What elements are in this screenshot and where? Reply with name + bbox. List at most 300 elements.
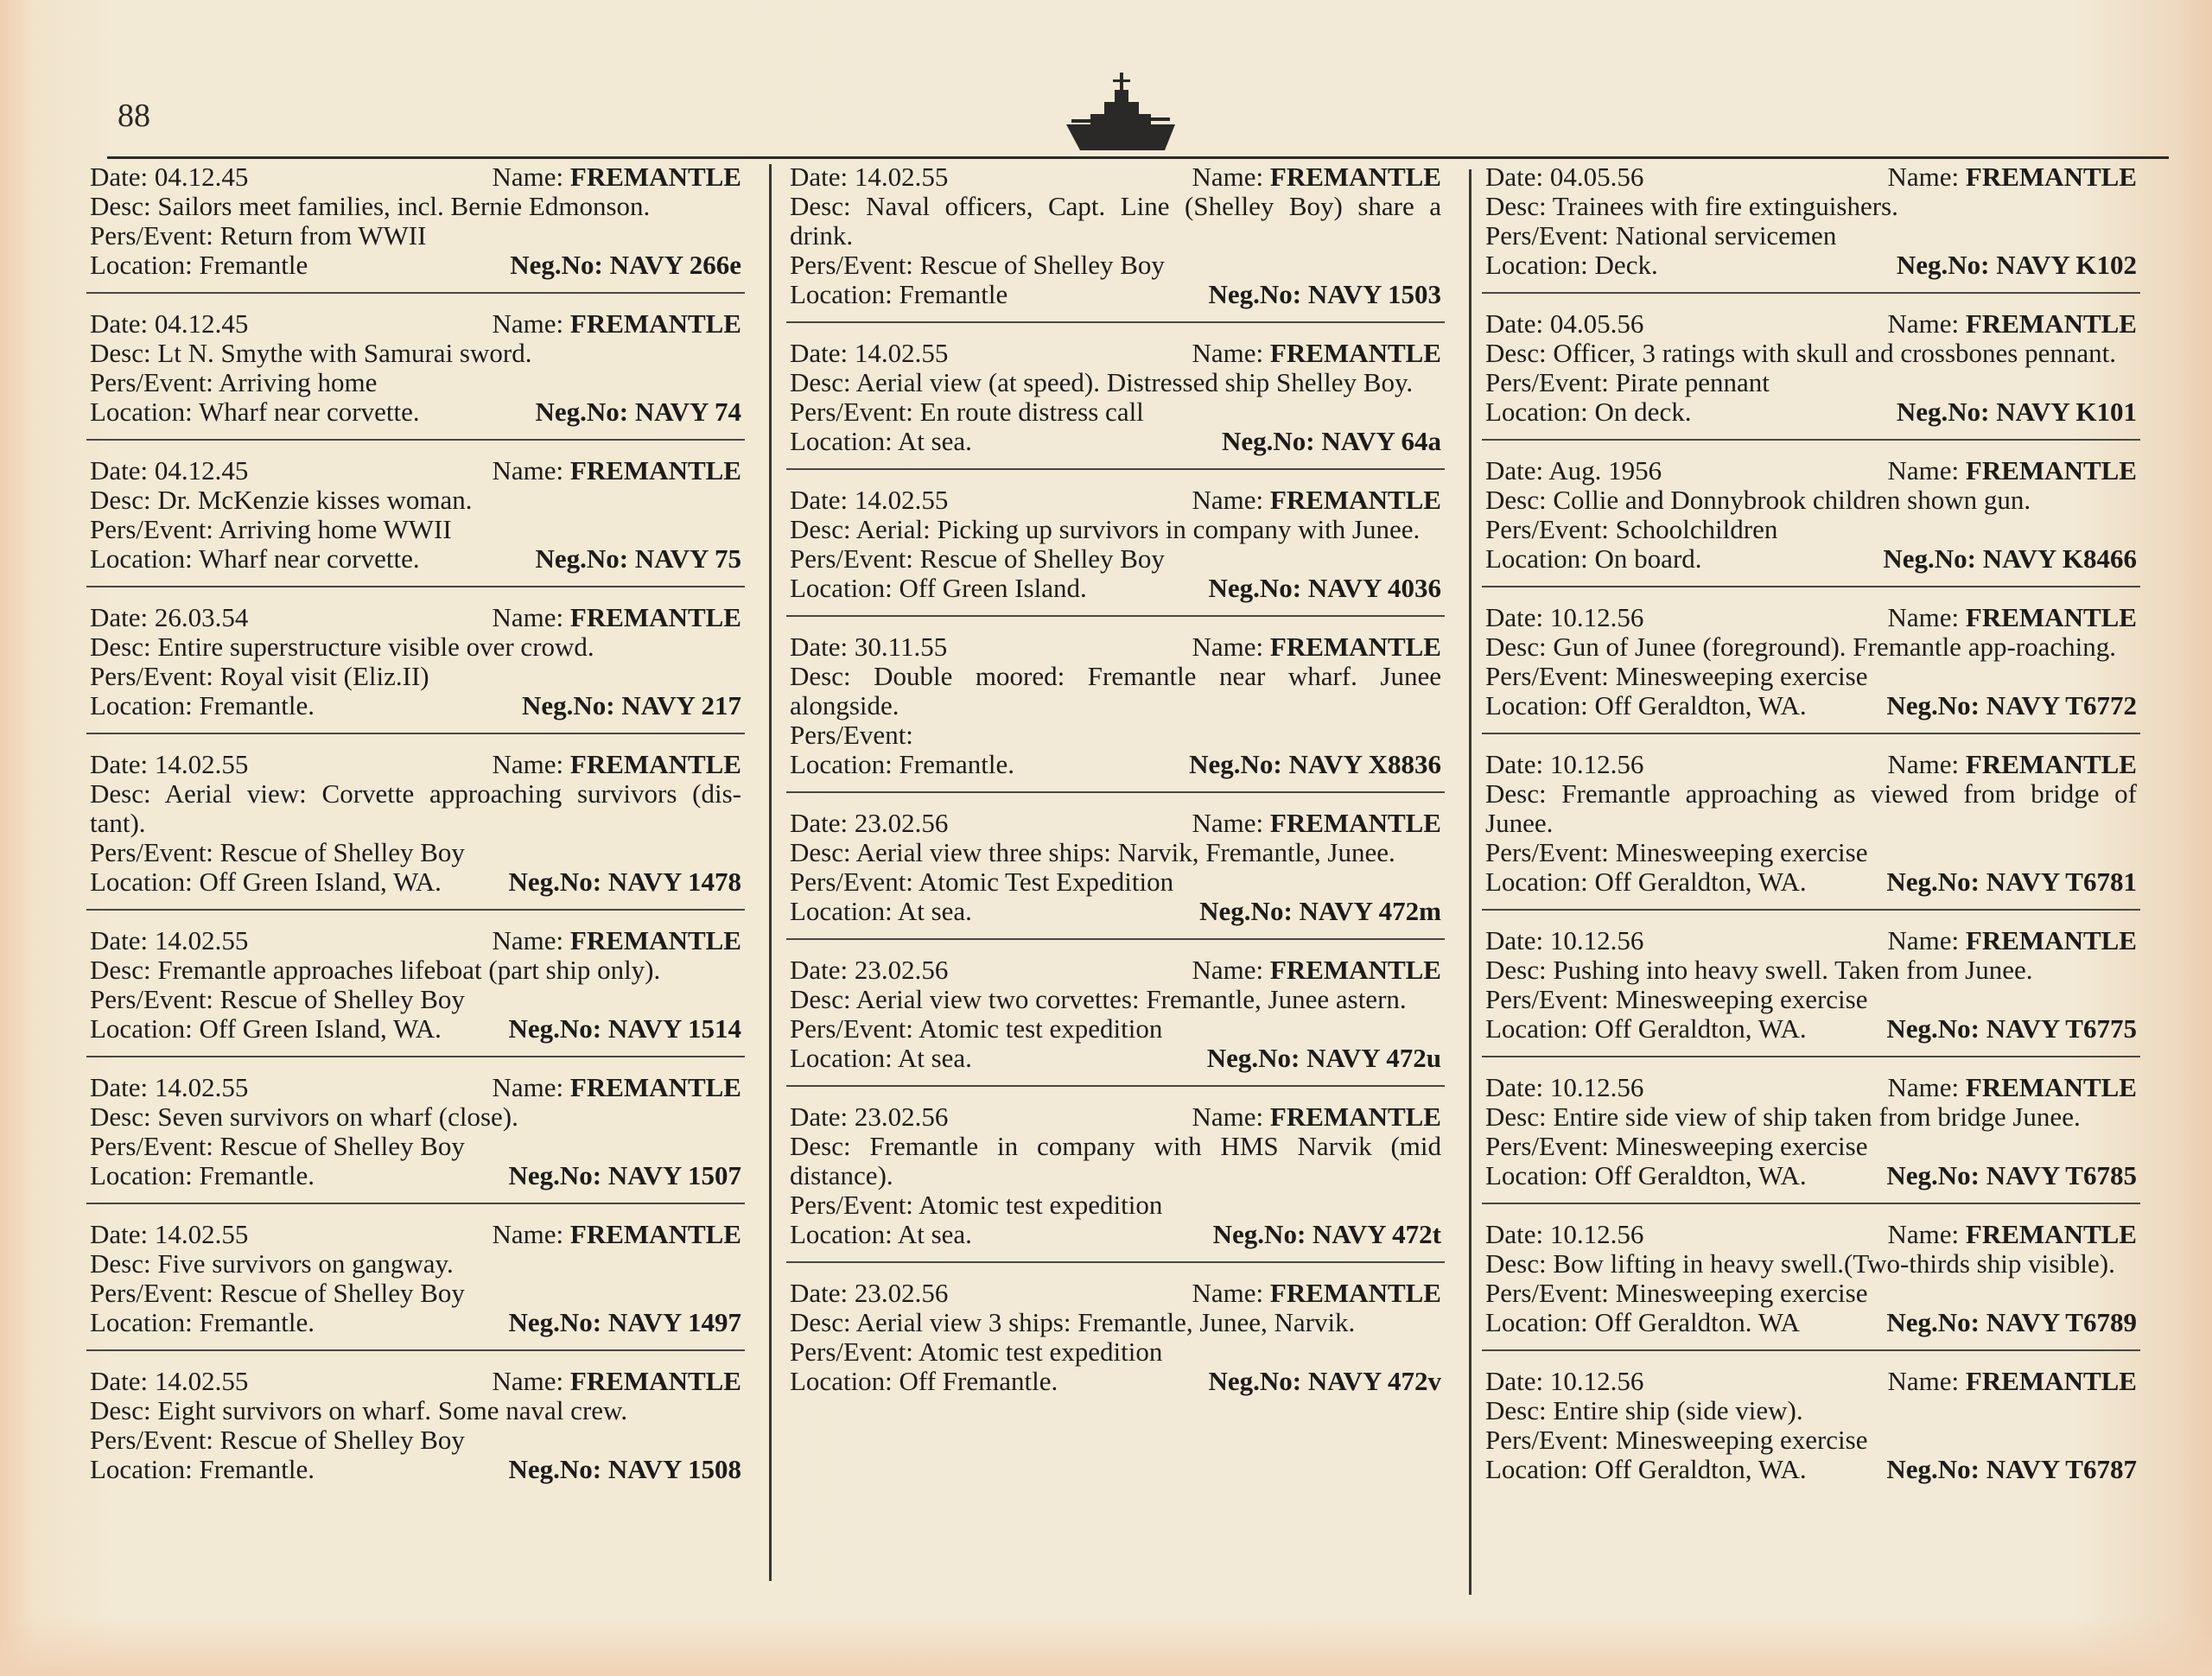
entry-pers-event-label: Pers/Event: [1485, 220, 1609, 251]
entry-date-label: Date: [790, 1101, 849, 1132]
entry-location-label: Location: [90, 1160, 193, 1190]
entry-date [90, 750, 248, 779]
entry-desc-label: Desc: [90, 955, 151, 985]
entry-location-label: Location: [90, 1013, 193, 1044]
entry-neg-no-label: Neg.No: [508, 1307, 602, 1337]
entry-desc-value: Bow lifting in heavy swell.(Two-thirds ship visible). [1553, 1248, 2115, 1279]
entry-name-value: FREMANTLE [1269, 632, 1441, 662]
entry-pers-line [90, 221, 741, 251]
entry-desc-value: Gun of Junee (foreground). Fremantle app-roaching. [1553, 632, 2116, 662]
entry-location [90, 544, 420, 574]
entry-date-value: 10.12.56 [1549, 925, 1644, 955]
entry-name-value: FREMANTLE [1965, 1219, 2137, 1249]
entry-footer-line [1485, 867, 2137, 897]
entry-desc-label: Desc: [90, 1248, 151, 1279]
entry-desc-line [90, 632, 741, 662]
entry-neg-no-value: NAVY T6785 [1986, 1160, 2137, 1190]
entry-pers-event-label: Pers/Event: [1485, 514, 1609, 544]
entry-location-value: Off Green Island, WA. [199, 1013, 442, 1044]
entry-desc-label: Desc: [790, 984, 851, 1014]
entry-neg-no-label: Neg.No: [535, 397, 629, 427]
entry-location [790, 1044, 972, 1073]
entry-pers-line [1485, 838, 2137, 867]
entry-pers-event-value: Pirate pennant [1615, 367, 1770, 397]
entry-name [493, 926, 741, 955]
entry-header-line [90, 456, 741, 486]
entry-neg-no [1886, 1308, 2137, 1337]
entry-desc-value: Aerial view: Corvette approaching survivors (dis-tant). [90, 778, 741, 838]
entry-neg-no [535, 544, 741, 574]
entry-name-value: FREMANTLE [569, 308, 741, 339]
entry-neg-no-value: NAVY 64a [1321, 426, 1441, 456]
entry-desc-line [790, 192, 1441, 251]
entry-header-line [90, 1073, 741, 1102]
entry-desc-value: Lt N. Smythe with Samurai sword. [157, 338, 532, 368]
entry-desc-value: Fremantle approaching as viewed from bridge of Junee. [1485, 778, 2138, 838]
entry-pers-event-label: Pers/Event: [1485, 837, 1609, 867]
entry-name [1192, 1279, 1441, 1308]
entry-date-label: Date: [90, 602, 149, 632]
entry-neg-no-label: Neg.No: [1208, 1366, 1302, 1396]
entry-pers-event [90, 984, 465, 1014]
entry-location [90, 691, 315, 721]
entry-pers-event-label: Pers/Event: [790, 397, 913, 427]
entry-date-label: Date: [1485, 308, 1544, 339]
entry-pers-event-value: Royal visit (Eliz.II) [219, 661, 429, 691]
entry-date [90, 603, 248, 632]
entry-neg-no-label: Neg.No: [1886, 1013, 1980, 1044]
entry-location-label: Location: [790, 1043, 893, 1073]
entry-footer-line [90, 1308, 741, 1337]
entry-date-label: Date: [1485, 162, 1544, 192]
entry-location [1485, 867, 1807, 897]
entry-pers-line [790, 1014, 1441, 1044]
entry-pers-event-label: Pers/Event: [90, 1278, 213, 1308]
entry-date-value: 23.02.56 [854, 1101, 949, 1132]
entry-neg-no [1886, 691, 2137, 721]
entry-desc-label: Desc: [1485, 1395, 1547, 1425]
entry-location-value: Off Geraldton, WA. [1594, 1160, 1807, 1190]
entry-location-label: Location: [1485, 1013, 1588, 1044]
entry-desc [90, 1395, 627, 1425]
entry-name-label: Name: [1192, 1278, 1264, 1308]
entry-neg-no-value: NAVY 472v [1307, 1366, 1441, 1396]
entry-desc-line [90, 955, 741, 985]
entry-location-label: Location: [90, 543, 193, 574]
entry-desc [90, 485, 473, 515]
entry-name-label: Name: [1192, 162, 1264, 192]
entry-date-label: Date: [1485, 1072, 1544, 1102]
entry-neg-no [535, 397, 741, 427]
entry-neg-no [1897, 397, 2137, 427]
entry-name-label: Name: [492, 162, 564, 192]
catalogue-entry [1482, 162, 2140, 294]
entry-date-value: 04.05.56 [1549, 162, 1644, 192]
entry-desc [1485, 1248, 2115, 1279]
entry-desc-value: Aerial view two corvettes: Fremantle, Junee astern. [855, 984, 1407, 1014]
entry-neg-no [1189, 750, 1441, 779]
entry-date-value: 14.02.55 [154, 1219, 249, 1249]
entry-desc-label: Desc: [790, 1307, 851, 1337]
entry-location [90, 1014, 442, 1044]
entry-desc-line [1485, 486, 2137, 515]
entry-name [1888, 1367, 2137, 1396]
entry-desc [1485, 338, 2116, 368]
column-divider [1469, 169, 1471, 1595]
entry-location [790, 574, 1087, 603]
entry-pers-event-value: Arriving home WWII [218, 514, 452, 544]
catalogue-entry [786, 486, 1445, 617]
entry-desc-line [790, 1132, 1441, 1190]
entry-date-value: 14.02.55 [154, 1366, 249, 1396]
entry-name-label: Name: [492, 749, 564, 779]
entry-neg-no-value: NAVY 266e [609, 250, 741, 280]
entry-pers-event [90, 514, 452, 544]
entry-name [1192, 955, 1441, 985]
entry-desc-value: Entire superstructure visible over crowd. [157, 632, 594, 662]
entry-location-label: Location: [790, 279, 893, 309]
entry-neg-no-label: Neg.No: [1208, 573, 1302, 603]
entry-location [790, 280, 1007, 309]
entry-date-label: Date: [790, 485, 849, 515]
entry-location [790, 427, 972, 456]
entry-pers-event-label: Pers/Event: [90, 1131, 213, 1161]
entry-neg-no-label: Neg.No: [1886, 690, 1980, 721]
entry-name-label: Name: [1887, 925, 1960, 955]
entry-pers-event-value: Minesweeping exercise [1615, 984, 1868, 1014]
entry-desc-label: Desc: [90, 338, 151, 368]
entry-desc-label: Desc: [90, 1101, 151, 1132]
entry-desc [790, 984, 1407, 1014]
entry-pers-event-label: Pers/Event: [90, 367, 213, 397]
entry-desc-line [790, 368, 1441, 397]
entry-location [1485, 1014, 1807, 1044]
entry-pers-event-value: Minesweeping exercise [1615, 1278, 1868, 1308]
entry-pers-event-value: Rescue of Shelley Boy [219, 1278, 465, 1308]
entry-location-label: Location: [1485, 1307, 1588, 1337]
entry-desc [790, 661, 1441, 721]
entry-neg-no [1208, 574, 1441, 603]
entry-name-label: Name: [492, 602, 564, 632]
entry-neg-no-label: Neg.No: [1896, 250, 1990, 280]
entry-date-value: 14.02.55 [154, 925, 249, 955]
column-divider [769, 164, 772, 1581]
catalogue-entry [786, 1102, 1445, 1263]
entry-neg-no-label: Neg.No: [521, 690, 615, 721]
entry-header-line [790, 162, 1441, 192]
entry-neg-no-label: Neg.No: [1221, 426, 1315, 456]
entry-neg-no-label: Neg.No: [510, 250, 603, 280]
entry-neg-no-value: NAVY 472m [1299, 896, 1441, 926]
entry-date-value: 30.11.55 [854, 632, 948, 662]
entry-neg-no-value: NAVY 1497 [607, 1307, 741, 1337]
entry-pers-line [790, 1337, 1441, 1367]
entry-pers-event-value: Minesweeping exercise [1615, 1425, 1868, 1455]
entry-location-label: Location: [790, 1366, 893, 1396]
entry-date-label: Date: [90, 308, 149, 339]
entry-pers-event [1485, 1425, 1867, 1455]
entry-desc [90, 191, 650, 221]
entry-pers-event [1485, 837, 1867, 867]
entry-desc [1485, 632, 2116, 662]
entry-location-value: Wharf near corvette. [199, 543, 420, 574]
entry-desc-line [1485, 632, 2137, 662]
entry-neg-no-label: Neg.No: [508, 867, 602, 897]
entry-pers-line [1485, 1425, 2137, 1455]
entry-desc-line [1485, 1249, 2137, 1279]
entry-footer-line [90, 1455, 741, 1484]
entry-name-label: Name: [1887, 1072, 1960, 1102]
entry-desc [90, 632, 594, 662]
entry-date-value: 04.12.45 [154, 308, 249, 339]
entry-name-value: FREMANTLE [569, 1219, 741, 1249]
entry-neg-no-label: Neg.No: [508, 1454, 602, 1484]
entry-desc-value: Seven survivors on wharf (close). [157, 1101, 518, 1132]
entry-name-value: FREMANTLE [1965, 308, 2137, 339]
catalogue-entry [786, 162, 1445, 323]
entry-location [90, 1308, 315, 1337]
catalogue-entry [86, 750, 745, 911]
entry-header-line [90, 1367, 741, 1396]
entry-header-line [1485, 162, 2137, 192]
entry-date [1485, 750, 1643, 779]
entry-name-label: Name: [1887, 1366, 1960, 1396]
entry-pers-event-value: Minesweeping exercise [1615, 837, 1868, 867]
entry-neg-no-value: NAVY K102 [1996, 250, 2137, 280]
entry-date [90, 1220, 248, 1249]
entry-date [1485, 1073, 1643, 1102]
entry-name-label: Name: [1887, 455, 1960, 486]
entry-pers-event [1485, 984, 1867, 1014]
entry-desc [790, 191, 1441, 251]
entry-location-value: Wharf near corvette. [199, 397, 420, 427]
entry-date-label: Date: [90, 162, 149, 192]
entry-name-value: FREMANTLE [1269, 1101, 1441, 1132]
entry-date-value: 14.02.55 [154, 749, 249, 779]
entry-desc [90, 1248, 454, 1279]
entry-neg-no-label: Neg.No: [508, 1013, 602, 1044]
catalogue-entry [1482, 309, 2140, 441]
entry-pers-event [790, 1190, 1162, 1220]
entry-location-value: Fremantle. [199, 1160, 315, 1190]
entry-desc-line [1485, 339, 2137, 368]
entry-neg-no [1207, 1044, 1441, 1073]
entry-date [790, 1102, 948, 1132]
entry-pers-line [1485, 985, 2137, 1014]
entry-pers-event-value: En route distress call [919, 397, 1144, 427]
entry-date [790, 1279, 948, 1308]
entry-date-value: 04.12.45 [154, 455, 249, 486]
entry-neg-no [522, 691, 741, 721]
entry-name-value: FREMANTLE [1965, 1366, 2137, 1396]
entry-name [1888, 309, 2137, 339]
entry-neg-no-value: NAVY T6781 [1986, 867, 2137, 897]
entry-neg-no-label: Neg.No: [1189, 749, 1282, 779]
entry-neg-no-value: NAVY 472t [1313, 1219, 1441, 1249]
entry-date [1485, 1220, 1643, 1249]
catalogue-entry [86, 162, 745, 294]
entry-desc-value: Fremantle in company with HMS Narvik (mid distance). [790, 1131, 1441, 1190]
entry-pers-event-label: Pers/Event: [1485, 984, 1609, 1014]
entry-location-value: On deck. [1594, 397, 1692, 427]
entry-neg-no-label: Neg.No: [1886, 1160, 1980, 1190]
entry-pers-event-value: Rescue of Shelley Boy [919, 250, 1165, 280]
entry-name [1192, 809, 1441, 838]
entry-name [1192, 162, 1441, 192]
entry-neg-no [1886, 1161, 2137, 1190]
entry-desc-label: Desc: [1485, 632, 1547, 662]
entry-name [1888, 926, 2137, 955]
entry-desc-value: Aerial view 3 ships: Fremantle, Junee, Narvik. [855, 1307, 1356, 1337]
entry-desc [1485, 1101, 2081, 1132]
entry-neg-no-value: NAVY 1507 [607, 1160, 741, 1190]
entry-desc-value: Five survivors on gangway. [157, 1248, 454, 1279]
entry-pers-line [1485, 662, 2137, 691]
entry-desc-value: Eight survivors on wharf. Some naval crew. [157, 1395, 628, 1425]
entry-pers-event [90, 220, 426, 251]
entry-neg-no-label: Neg.No: [1896, 397, 1990, 427]
entry-name [1192, 1102, 1441, 1132]
entry-desc-label: Desc: [790, 191, 851, 221]
entry-desc-label: Desc: [1485, 338, 1547, 368]
entry-pers-event [790, 1013, 1162, 1044]
entry-pers-event [90, 1131, 465, 1161]
catalogue-entry [86, 926, 745, 1057]
entry-footer-line [1485, 691, 2137, 721]
entry-desc-value: Entire ship (side view). [1553, 1395, 1803, 1425]
entry-location-label: Location: [90, 250, 193, 280]
entry-desc-label: Desc: [1485, 1101, 1547, 1132]
entry-desc-label: Desc: [790, 514, 851, 544]
entry-neg-no-value: NAVY 472u [1306, 1043, 1441, 1073]
entry-date-value: 23.02.56 [854, 955, 949, 985]
entry-name [1888, 603, 2137, 632]
entry-desc-value: Naval officers, Capt. Line (Shelley Boy) share a drink. [790, 191, 1441, 251]
entry-pers-event [90, 367, 377, 397]
catalogue-entry [86, 1367, 745, 1496]
entry-date-value: 14.02.55 [854, 485, 949, 515]
entry-footer-line [790, 1044, 1441, 1073]
entry-pers-event-label: Pers/Event: [1485, 367, 1609, 397]
entry-date-label: Date: [790, 955, 849, 985]
entry-neg-no [508, 1308, 741, 1337]
entry-pers-line [1485, 515, 2137, 544]
entry-neg-no-label: Neg.No: [1208, 279, 1302, 309]
entry-desc-label: Desc: [790, 367, 851, 397]
entry-header-line [790, 955, 1441, 985]
entry-pers-event [1485, 514, 1777, 544]
entry-desc-line [1485, 192, 2137, 221]
entry-name-label: Name: [492, 308, 564, 339]
entry-date-label: Date: [1485, 925, 1544, 955]
entry-date [790, 339, 948, 368]
column-1 [86, 162, 745, 1512]
entry-location-value: At sea. [897, 1043, 972, 1073]
entry-footer-line [1485, 1308, 2137, 1337]
entry-pers-line [1485, 221, 2137, 251]
entry-name-value: FREMANTLE [1269, 808, 1441, 838]
entry-pers-event-value: Rescue of Shelley Boy [219, 1131, 465, 1161]
entry-pers-event-value: Rescue of Shelley Boy [219, 1425, 465, 1455]
entry-desc-label: Desc: [90, 1395, 151, 1425]
entry-name-value: FREMANTLE [1269, 338, 1441, 368]
catalogue-entry [1482, 1073, 2140, 1204]
entry-location-value: Fremantle [199, 250, 308, 280]
entry-pers-event [1485, 1131, 1867, 1161]
entry-date-value: Aug. 1956 [1548, 455, 1662, 486]
entry-pers-event-label: Pers/Event: [1485, 1131, 1609, 1161]
entry-location [790, 1220, 972, 1249]
entry-footer-line [1485, 1161, 2137, 1190]
entry-neg-no-label: Neg.No: [1206, 1043, 1300, 1073]
entry-location-label: Location: [90, 1307, 193, 1337]
entry-name [493, 1367, 741, 1396]
entry-pers-event-label: Pers/Event: [1485, 1278, 1609, 1308]
entry-header-line [90, 1220, 741, 1249]
entry-neg-no-value: NAVY 1503 [1307, 279, 1441, 309]
entry-location-label: Location: [1485, 1160, 1588, 1190]
entry-date-label: Date: [790, 338, 849, 368]
entry-location-value: Fremantle [899, 279, 1008, 309]
entry-date [1485, 926, 1643, 955]
entry-pers-line [90, 1132, 741, 1161]
entry-neg-no-label: Neg.No: [1199, 896, 1293, 926]
entry-header-line [1485, 1073, 2137, 1102]
entry-name-value: FREMANTLE [1269, 485, 1441, 515]
entry-pers-line [790, 867, 1441, 897]
entry-date-label: Date: [1485, 455, 1544, 486]
entry-date-value: 14.02.55 [154, 1072, 249, 1102]
entry-pers-event-label: Pers/Event: [790, 250, 913, 280]
entry-name-value: FREMANTLE [1269, 162, 1441, 192]
entry-footer-line [90, 251, 741, 280]
entry-name [493, 456, 741, 486]
entry-neg-no-value: NAVY 74 [634, 397, 741, 427]
entry-pers-event-label: Pers/Event: [1485, 1425, 1609, 1455]
entry-name-label: Name: [1192, 632, 1264, 662]
entry-location [1485, 544, 1702, 574]
entry-neg-no [510, 251, 741, 280]
entry-desc-line [790, 838, 1441, 867]
entry-name [1888, 456, 2137, 486]
entry-name-value: FREMANTLE [1965, 455, 2137, 486]
entry-header-line [1485, 1367, 2137, 1396]
catalogue-entry [1482, 1220, 2140, 1351]
entry-pers-event-value: Atomic test expedition [918, 1336, 1163, 1367]
entry-neg-no-value: NAVY 1478 [607, 867, 741, 897]
entry-name-label: Name: [492, 1366, 564, 1396]
entry-location-value: On board. [1594, 543, 1702, 574]
entry-name-value: FREMANTLE [1965, 1072, 2137, 1102]
entry-location-label: Location: [790, 1219, 893, 1249]
entry-date-label: Date: [90, 749, 149, 779]
entry-desc-label: Desc: [90, 632, 151, 662]
entry-pers-line [1485, 1279, 2137, 1308]
entry-neg-no [508, 1014, 741, 1044]
entry-location-value: Off Geraldton, WA. [1594, 1454, 1807, 1484]
entry-neg-no-value: NAVY K8466 [1982, 543, 2137, 574]
entry-desc-value: Officer, 3 ratings with skull and crossbones pennant. [1553, 338, 2116, 368]
entry-pers-event-value: Schoolchildren [1615, 514, 1778, 544]
entry-desc-value: Fremantle approaches lifeboat (part ship only). [157, 955, 661, 985]
entry-date [1485, 603, 1643, 632]
entry-date-value: 23.02.56 [854, 808, 949, 838]
entry-pers-line [90, 1279, 741, 1308]
entry-location [90, 1161, 315, 1190]
entry-pers-event-label: Pers/Event: [90, 837, 213, 867]
entry-footer-line [90, 691, 741, 721]
entry-desc-line [790, 515, 1441, 544]
